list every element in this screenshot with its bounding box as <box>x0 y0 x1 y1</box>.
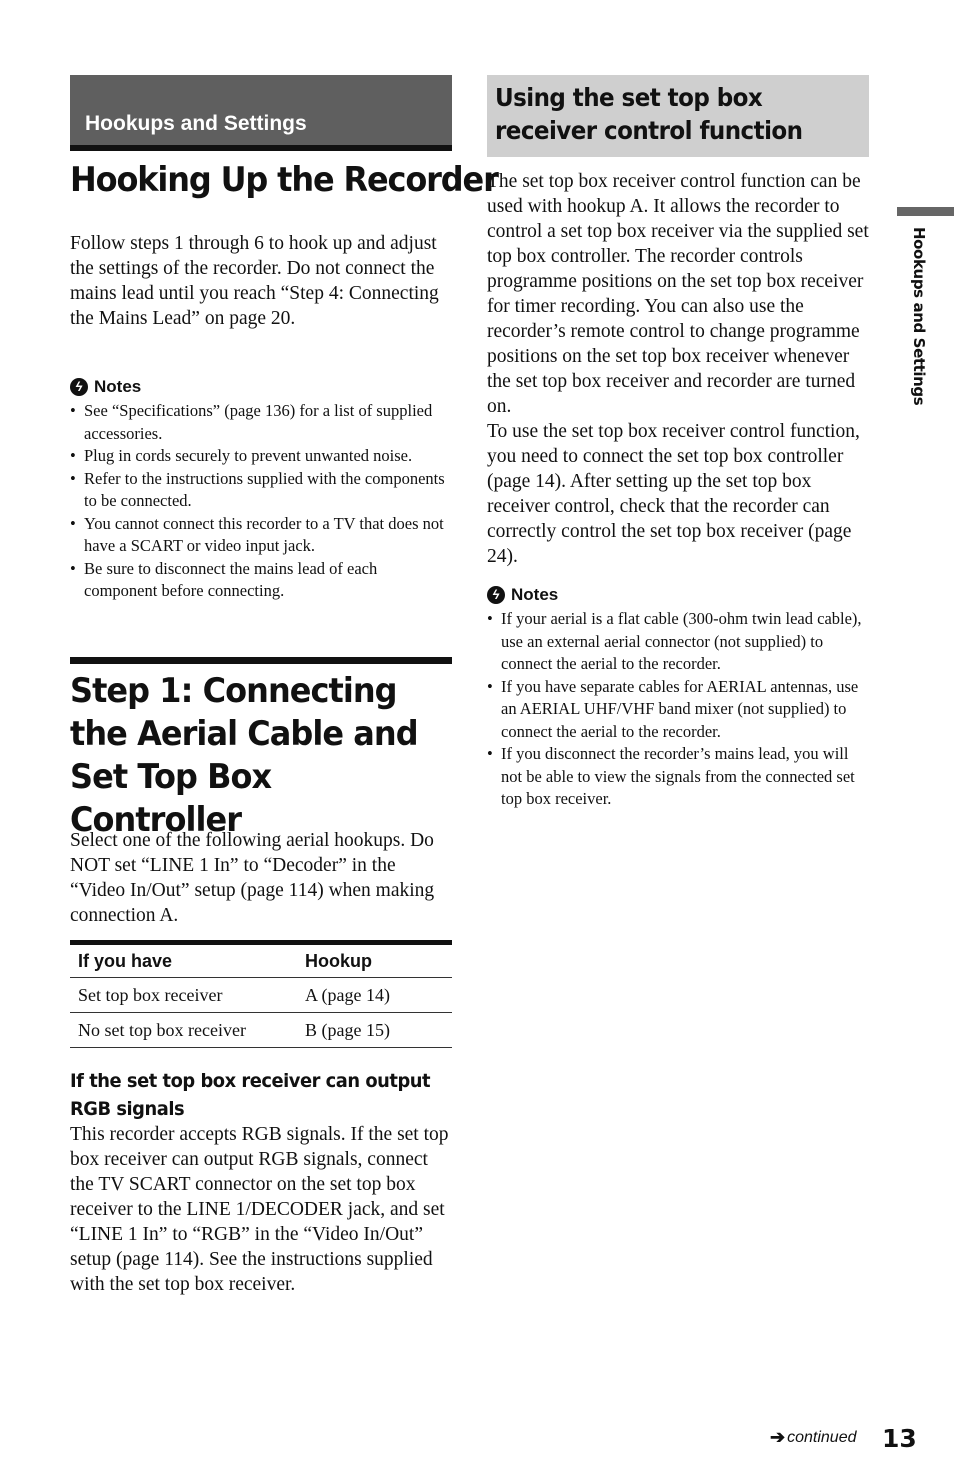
banner-rule <box>70 145 452 151</box>
table-cell: B (page 15) <box>297 1013 452 1048</box>
side-tab <box>910 227 930 407</box>
section-banner <box>70 75 452 145</box>
note-item: • Refer to the instructions supplied with the components to be connected. <box>70 468 454 513</box>
notes-list-right <box>487 608 871 811</box>
continued-indicator <box>770 1427 856 1448</box>
right-body <box>487 169 871 569</box>
notes-heading-right <box>487 585 558 605</box>
step-paragraph: Select one of the following aerial hookups. Do NOT set “LINE 1 In” to “Decoder” in the “Video In/Out” setup (page 114) when making connection A. <box>70 830 435 926</box>
section-banner-label: Hookups and Settings <box>85 112 307 135</box>
step-rule <box>70 657 452 664</box>
notes-icon: ϟ <box>70 378 88 396</box>
notes-list-left <box>70 400 454 603</box>
arrow-right-icon: ➔ <box>770 1427 786 1447</box>
notes-label: Notes <box>94 377 142 396</box>
table-header: If you have <box>70 943 297 978</box>
note-item: • Be sure to disconnect the mains lead of each component before connecting. <box>70 558 454 603</box>
notes-icon: ϟ <box>487 586 505 604</box>
intro-paragraph: Follow steps 1 through 6 to hook up and adjust the settings of the recorder. Do not connect the mains lead until you reach “Step 4: Connecting the Mains Lead” on page 20. <box>70 233 439 329</box>
rgb-paragraph: This recorder accepts RGB signals. If the set top box receiver can output RGB signals, connect the TV SCART connector on the set top box receiver to the LINE 1/DECODER jack, and set “LINE 1 In” to “RGB” in the “Video In/Out” setup (page 114). See the instructions supplied with the set top box receiver. <box>70 1124 449 1295</box>
table-row <box>70 978 452 1013</box>
main-heading: Hooking Up the Recorder <box>70 160 498 200</box>
hookup-table <box>70 940 452 1048</box>
page-number: 13 <box>882 1424 917 1453</box>
table-header: Hookup <box>297 943 452 978</box>
note-item: • If your aerial is a flat cable (300-ohm twin lead cable), use an external aerial connector (not supplied) to connect the aerial to the recorder. <box>487 608 871 676</box>
table-cell: Set top box receiver <box>70 978 297 1013</box>
right-heading-banner <box>487 75 869 157</box>
side-tab-label: Hookups and Settings <box>910 227 928 406</box>
right-heading: Using the set top box receiver control function <box>495 83 803 145</box>
note-item: • If you disconnect the recorder’s mains lead, you will not be able to view the signals from the connected set top box receiver. <box>487 743 871 811</box>
side-tab-bar <box>897 207 954 216</box>
note-item: • You cannot connect this recorder to a TV that does not have a SCART or video input jack. <box>70 513 454 558</box>
right-paragraph-2: To use the set top box receiver control function, you need to connect the set top box controller (page 14). After setting up the set top box receiver control, check that the recorder can correctly control the set top box receiver (page 24). <box>487 421 860 567</box>
note-item: • Plug in cords securely to prevent unwanted noise. <box>70 445 454 468</box>
table-row <box>70 1013 452 1048</box>
notes-label: Notes <box>511 585 559 604</box>
note-item: • If you have separate cables for AERIAL antennas, use an AERIAL UHF/VHF band mixer (not supplied) to connect the aerial to the recorder. <box>487 676 871 744</box>
notes-heading-left <box>70 377 141 397</box>
rgb-subheading: If the set top box receiver can output RGB signals <box>70 1070 431 1120</box>
step-heading: Step 1: Connecting the Aerial Cable and Set Top Box Controller <box>70 671 418 840</box>
table-header-row <box>70 943 452 978</box>
table-cell: No set top box receiver <box>70 1013 297 1048</box>
continued-label: continued <box>787 1428 857 1446</box>
note-item: • See “Specifications” (page 136) for a list of supplied accessories. <box>70 400 454 445</box>
table-cell: A (page 14) <box>297 978 452 1013</box>
right-paragraph-1: The set top box receiver control function can be used with hookup A. It allows the recorder to control a set top box receiver via the supplied set top box controller. The recorder controls programme positions on the set top box receiver for timer recording. You can also use the recorder’s remote control to change programme positions on the set top box receiver whenever the set top box receiver and recorder are turned on. <box>487 171 869 417</box>
